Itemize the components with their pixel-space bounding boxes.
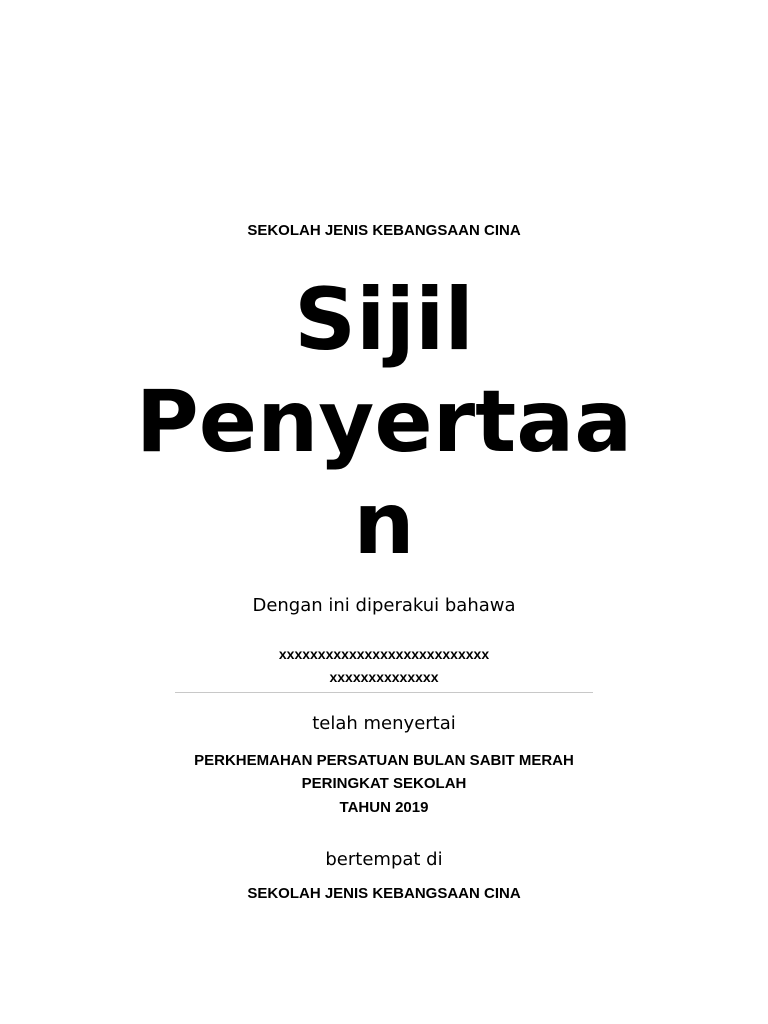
title-line-3: n: [353, 474, 415, 574]
event-name-line-2: PERINGKAT SEKOLAH: [301, 775, 467, 792]
participant-name-line-1: xxxxxxxxxxxxxxxxxxxxxxxxxxx: [278, 646, 490, 662]
event-name-line-1: PERKHEMAHAN PERSATUAN BULAN SABIT MERAH: [194, 752, 574, 769]
venue-name: SEKOLAH JENIS KEBANGSAAN CINA: [247, 885, 521, 902]
title-line-2: Penyertaa: [135, 372, 633, 472]
certify-text: Dengan ini diperakui bahawa: [252, 595, 516, 616]
title-line-1: Sijil: [294, 270, 474, 370]
school-header: SEKOLAH JENIS KEBANGSAAN CINA: [247, 222, 521, 239]
name-underline-divider: [175, 692, 593, 693]
participated-text: telah menyertai: [312, 713, 456, 734]
participant-name-line-2: xxxxxxxxxxxxxx: [329, 669, 439, 685]
event-year: TAHUN 2019: [339, 799, 429, 816]
venue-intro: bertempat di: [325, 849, 443, 870]
